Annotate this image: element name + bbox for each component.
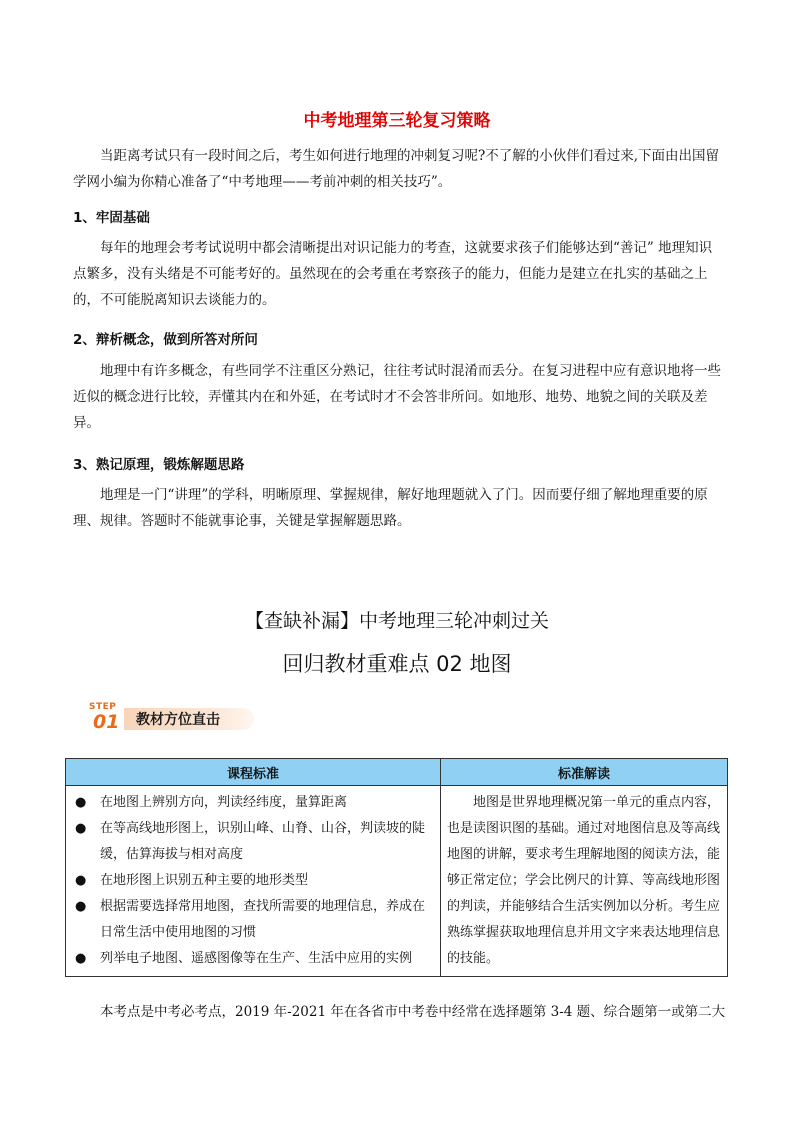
- step-number: 01: [93, 711, 120, 733]
- bullet-icon: ●: [75, 821, 87, 836]
- interpretation-text: 地图是世界地理概况第一单元的重点内容，也是读图识图的基础。通过对地图信息及等高线地图的讲解，要求考生理解地图的阅读方法，能够正常定位；学会比例尺的计算、等高线地形图的判读，并能够结合生活实例加以分析。考生应熟练掌握获取地理信息并用文字来表达地理信息的技能。: [447, 795, 721, 966]
- header-standards: 课程标准: [66, 759, 441, 786]
- table-header-row: [66, 759, 728, 786]
- list-item: ● 在地图上辨别方向，判读经纬度，量算距离: [72, 790, 434, 816]
- step-label: 教材方位直击: [136, 712, 220, 728]
- list-item: ● 在地形图上识别五种主要的地形类型: [72, 868, 434, 894]
- curriculum-table: [65, 758, 728, 977]
- list-item: ● 根据需要选择常用地图，查找所需要的地理信息，养成在日常生活中使用地图的习惯: [72, 894, 434, 946]
- list-item: ● 列举电子地图、遥感图像等在生产、生活中应用的实例: [72, 946, 434, 972]
- bullet-icon: ●: [75, 951, 87, 966]
- step-word: STEP: [89, 702, 117, 712]
- list-item: ● 在等高线地形图上，识别山峰、山脊、山谷，判读坡的陡缓，估算海拔与相对高度: [72, 816, 434, 868]
- document-title: 中考地理第三轮复习策略: [303, 111, 491, 131]
- table-row: [66, 786, 728, 977]
- section-2-heading: 2、辩析概念，做到所答对所问: [73, 332, 258, 348]
- bullet-icon: ●: [75, 899, 87, 914]
- section-1-body: 每年的地理会考考试说明中都会清晰提出对识记能力的考查，这就要求孩子们能够达到“善记” 地理知识点繁多，没有头绪是不可能考好的。虽然现在的会考重在考察孩子的能力，但能力是建立在扎实的基础之上的，不可能脱离知识去谈能力的。: [73, 240, 713, 308]
- section-3-body: 地理是一门“讲理”的学科，明晰原理、掌握规律，解好地理题就入了门。因而要仔细了解地理重要的原理、规律。答题时不能就事论事，关键是掌握解题思路。: [73, 487, 708, 529]
- header-interpretation: 标准解读: [441, 759, 728, 786]
- bullet-icon: ●: [75, 795, 87, 810]
- standards-cell: [66, 786, 441, 977]
- bullet-icon: ●: [75, 873, 87, 888]
- trailing-paragraph: 本考点是中考必考点，2019 年-2021 年在各省市中考卷中经常在选择题第 3-4 题、综合题第一或第二大: [100, 1004, 726, 1020]
- section-title: 【查缺补漏】中考地理三轮冲刺过关: [244, 610, 549, 632]
- section-3-heading: 3、熟记原理，锻炼解题思路: [73, 457, 245, 473]
- section-subtitle: 回归教材重难点 02 地图: [282, 652, 512, 676]
- section-1-heading: 1、牢固基础: [73, 210, 150, 226]
- step-banner: [80, 700, 254, 740]
- intro-paragraph: 当距离考试只有一段时间之后，考生如何进行地理的冲刺复习呢?不了解的小伙伴们看过来,下面由出国留学网小编为你精心准备了“中考地理——考前冲刺的相关技巧”。: [73, 148, 720, 190]
- interpretation-cell: [441, 786, 728, 977]
- standards-list: [72, 790, 434, 972]
- step-badge: [80, 700, 124, 740]
- section-2-body: 地理中有许多概念，有些同学不注重区分熟记，往往考试时混淆而丢分。在复习进程中应有意识地将一些近似的概念进行比较，弄懂其内在和外延，在考试时才不会答非所问。如地形、地势、地貌之间的关联及差异。: [73, 363, 721, 431]
